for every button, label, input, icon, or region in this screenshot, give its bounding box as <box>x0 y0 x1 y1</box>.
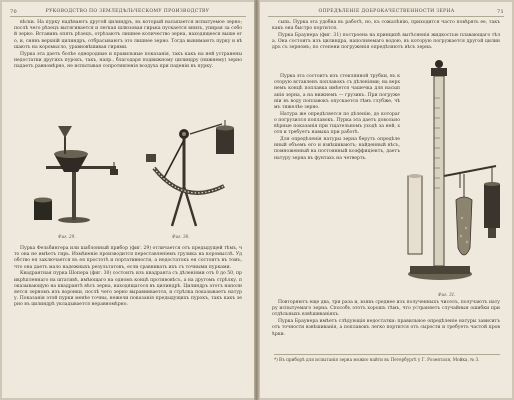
paragraph: Пурка Фельбингера или шаблонный прибор (фиг. 29) отличается отъ предыдущей тѣмъ, что она не имѣетъ гирь. Измѣненіе производится переставленіемъ грузика на коромыслѣ. Удобство ея заключается въ ея простотѣ и портативности, а недостатокъ ея состоитъ въ томъ, что она даетъ мало надежныхъ результатовъ, если сравнивать ихъ съ точными пурками. <box>14 246 242 270</box>
right-running-head <box>268 7 504 17</box>
left-running-title: РУКОВОДСТВО ПО ЗЕМЛЕДѢЛЬЧЕСКОМУ ПРОИЗВОДСТВУ <box>45 9 210 14</box>
paragraph: Пурка Браунера (фиг. 31) построена на принципѣ вытѣсненія жидкостью плавающаго тѣла. Она состоитъ изъ цилиндра, наполняемаго водою, въ которую погружается другой цилиндръ съ зерномъ; по степени погруженія опредѣляютъ вѣсъ зерна. <box>272 32 500 51</box>
right-running-title: ОПРЕДѢЛЕНІЕ ДОБРОКАЧЕСТВЕННОСТИ ЗЕРНА <box>318 9 455 14</box>
left-page <box>2 2 255 398</box>
figure-29-illustration <box>26 114 136 229</box>
right-column-text <box>274 74 400 162</box>
paragraph: сыпь. Пурка эта удобна въ работѣ, но, къ сожалѣнію, приходится часто повѣрять ее, такъ какъ она быстро портится. <box>272 20 500 32</box>
paragraph: Пурка эта состоитъ изъ стеклянной трубки, въ которую вставленъ поплавокъ съ дѣленіями; на верхнемъ концѣ поплавка имѣется чашечка для насыпанія зерна, а на нижнемъ — грузикъ. При погруженіи въ воду поплавокъ опускается тѣмъ глубже, чѣмъ тяжелѣе зерно. <box>274 74 400 111</box>
figure-30-illustration <box>142 114 242 234</box>
figure-30-caption: Фиг. 30. <box>172 234 190 239</box>
figure-29-caption: Фиг. 29. <box>58 234 76 239</box>
paragraph: Повторяютъ еще два, три раза и, взявъ среднее изъ полученныхъ чиселъ, получаютъ натуру испытуемаго зерна. Способъ этотъ хорошъ тѣмъ, что устраняетъ случайныя ошибки при отдѣльныхъ взвѣшиваніяхъ. <box>272 300 500 318</box>
left-page-number: 70 <box>10 8 17 15</box>
right-page <box>259 2 512 398</box>
figure-31-illustration <box>400 58 506 288</box>
paragraph: Квадрантная пурка Шопера (фиг. 30) состоитъ изъ квадранта съ дѣленіями отъ 0 до 50, прикрѣпленнаго на штативѣ, имѣющаго на одномъ концѣ противовѣсъ, а на другомъ стрѣлку, показывающую на квадрантѣ вѣсъ зерна, находящагося въ цилиндрѣ. Цилиндръ этотъ наполняется зерномъ изъ воронки, послѣ чего зерно выравнивается, и стрѣлка показываетъ натуру. Показанія этой пурки менѣе точны, нежели показанія предыдущихъ пурокъ, такъ какъ зерно въ цилиндрѣ укладывается неравномѣрно. <box>14 271 242 308</box>
left-bottom-text <box>14 246 242 309</box>
paragraph: Для опредѣленія натуры зерна берутъ опредѣленный объемъ его и взвѣшиваютъ; найденный вѣсъ, помноженный на постоянный коэффиціентъ, даетъ натуру зерна въ фунтахъ на четверть. <box>274 137 400 161</box>
right-top-text <box>272 20 500 52</box>
figure-31-caption: Фиг. 31. <box>438 292 456 297</box>
right-bottom-text <box>272 300 500 338</box>
right-page-number: 71 <box>497 8 504 15</box>
paragraph: Пурка Браунера имѣетъ слѣдующія недостатки: правильное опредѣленіе натуры зависитъ отъ точности взвѣшиванія, а поплавокъ легко портится отъ сырости и требуетъ частой провѣрки. <box>272 319 500 337</box>
left-running-head <box>10 7 246 17</box>
paragraph: вѣски. На пурку надѣваютъ другой цилиндръ, въ который насыпается испытуемое зерно; послѣ чего рѣзецъ вытягивается и легкая шлюзовая гирька пускается внизъ, упирая за собой зерно. Вставивъ опять рѣзецъ, отрѣзаютъ лишнее количество зерна, находящееся выше его, и, снявъ верхній цилиндръ, отбрасываютъ это лишнее зерно. Тогда вынимаютъ пурку и вѣшаютъ на коромысло, уравновѣшивая гирями. <box>14 20 242 50</box>
paragraph: Пурка эта даетъ болѣе однородные и правильные показанія, такъ какъ на ней устранены недостатки другихъ пурокъ, такъ, напр., благодаря подвижному цилиндру (нижнему) зерно падаетъ равномѣрно, не испытывая сопротивленія воздуха при паденіи въ пурку. <box>14 51 242 69</box>
paragraph: Натура же опредѣляется по дѣленію, до котораго погрузился поплавокъ. Пурка эта даетъ довольно вѣрные показанія при тщательномъ уходѣ за ней, хотя и требуетъ навыка при работѣ. <box>274 111 400 136</box>
right-footnote: *) Въ приборѣ для испытанія зерна можно найти въ Петербургѣ у Г. Розенталя, Мойка, № 3. <box>274 354 500 362</box>
left-top-text <box>14 20 242 71</box>
